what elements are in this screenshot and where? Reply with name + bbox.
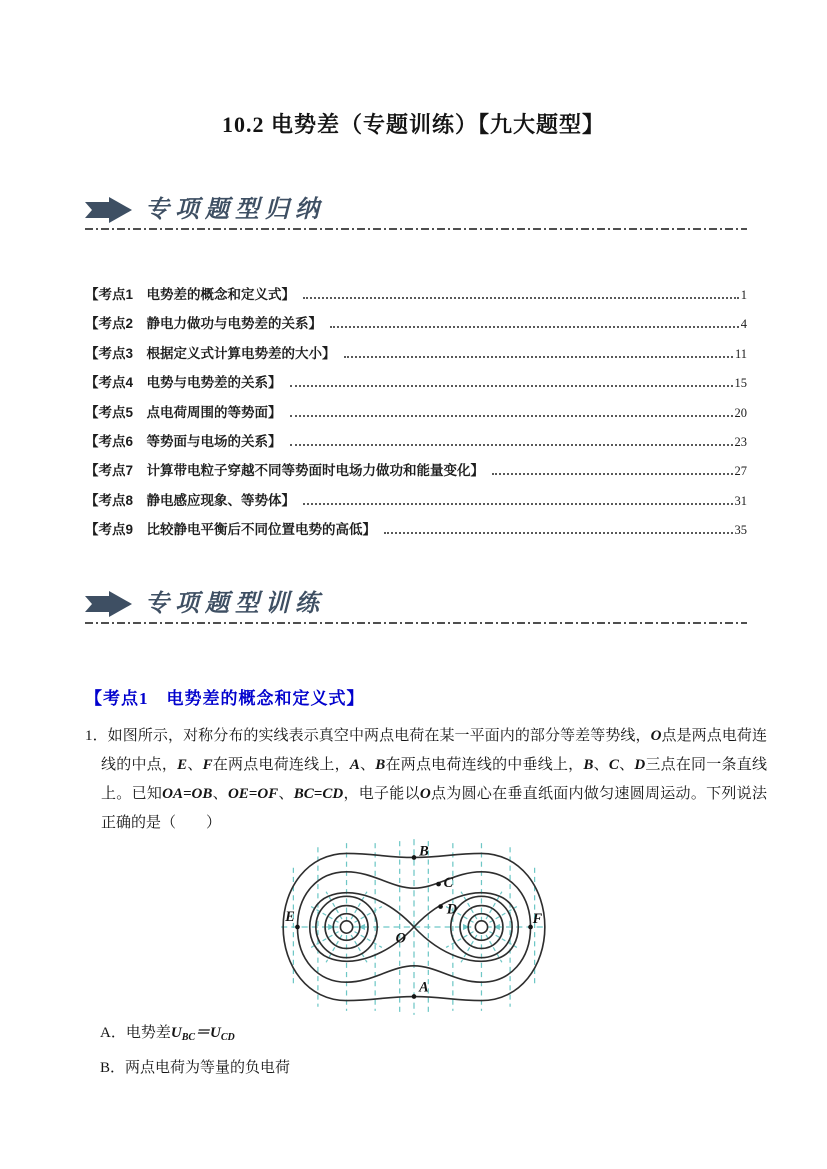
figure-container [0,835,827,1019]
dotted-leader [384,532,732,534]
toc-page-number: 15 [734,376,747,391]
point-D [438,904,443,909]
table-of-contents [85,283,747,548]
point-B [411,855,416,860]
toc-entry[interactable] [85,401,747,430]
dash-divider [85,622,747,624]
toc-entry-label: 【考点8 静电感应现象、等势体】 [85,492,296,508]
toc-page-number: 20 [734,405,747,420]
toc-entry[interactable] [85,489,747,518]
question-body: 如图所示，对称分布的实线表示真空中两点电荷在某一平面内的部分等差等势线，O点是两点电荷连线的中点，E、F在两点电荷连线上，A、B在两点电荷连线的中垂线上，B、C、D三点在同一条直线上。已知OA=OB、OE=OF、BC=CD，电子能以O点为圆心在垂直纸面内做匀速圆周运动。下列说法正确的是（ ） [101,728,767,831]
toc-page-number: 31 [734,493,747,508]
toc-entry[interactable] [85,283,747,312]
toc-entry-label: 【考点5 点电荷周围的等势面】 [85,404,282,420]
question-number: 1． [85,728,108,744]
toc-entry-label: 【考点2 静电力做功与电势差的关系】 [85,316,323,332]
figure-label-B: B [418,843,429,860]
option-B: B．两点电荷为等量的负电荷 [100,1060,291,1076]
figure-label-A: A [418,979,429,996]
dotted-leader [290,444,733,446]
figure-label-O: O [395,930,406,947]
toc-page-number: 1 [740,288,747,302]
point-C [436,882,441,887]
section-title-training: 专项题型训练 [145,591,325,617]
toc-page-number: 11 [734,346,747,361]
right-charge-icon [475,921,487,933]
toc-entry[interactable] [85,459,747,488]
section-header-training [85,591,747,624]
toc-page-number: 27 [734,464,747,479]
point-E [295,925,300,930]
section-title-summary: 专项题型归纳 [145,197,325,223]
dotted-leader [290,415,733,417]
toc-entry-label: 【考点9 比较静电平衡后不同位置电势的高低】 [85,522,377,538]
option-A: A．电势差$U_{BC}=U_{CD}$ [100,1025,235,1043]
toc-entry[interactable] [85,430,747,459]
section-header-summary [85,197,747,230]
block-arrow-icon [85,197,135,223]
answer-options [100,1016,290,1086]
toc-page-number: 23 [734,434,747,449]
page-title: 10.2 电势差（专题训练）【九大题型】 [221,112,605,137]
figure-label-E: E [284,908,295,925]
toc-entry[interactable] [85,342,747,371]
toc-entry[interactable] [85,518,747,547]
dotted-leader [303,503,732,505]
figure-label-D: D [446,901,457,918]
dash-divider [85,228,747,230]
question-text [85,722,767,838]
equipotential-figure [279,835,549,1019]
figure-label-F: F [532,910,542,927]
left-charge-icon [340,921,352,933]
toc-entry-label: 【考点1 电势差的概念和定义式】 [85,287,296,302]
figure-label-C: C [443,875,453,892]
dotted-leader [303,297,739,299]
toc-entry[interactable] [85,312,747,341]
toc-page-number: 35 [734,523,747,538]
topic-heading: 【考点1 电势差的概念和定义式】 [85,689,365,708]
toc-page-number: 4 [740,317,747,332]
toc-entry-label: 【考点6 等势面与电场的关系】 [85,433,282,449]
toc-entry-label: 【考点4 电势与电势差的关系】 [85,375,282,391]
toc-entry-label: 【考点7 计算带电粒子穿越不同等势面时电场力做功和能量变化】 [85,463,485,479]
dotted-leader [492,473,732,475]
point-A [411,994,416,999]
dotted-leader [344,356,733,358]
toc-entry[interactable] [85,371,747,400]
block-arrow-icon [85,591,135,617]
toc-entry-label: 【考点3 根据定义式计算电势差的大小】 [85,345,336,361]
dotted-leader [290,385,733,387]
dotted-leader [330,326,739,328]
